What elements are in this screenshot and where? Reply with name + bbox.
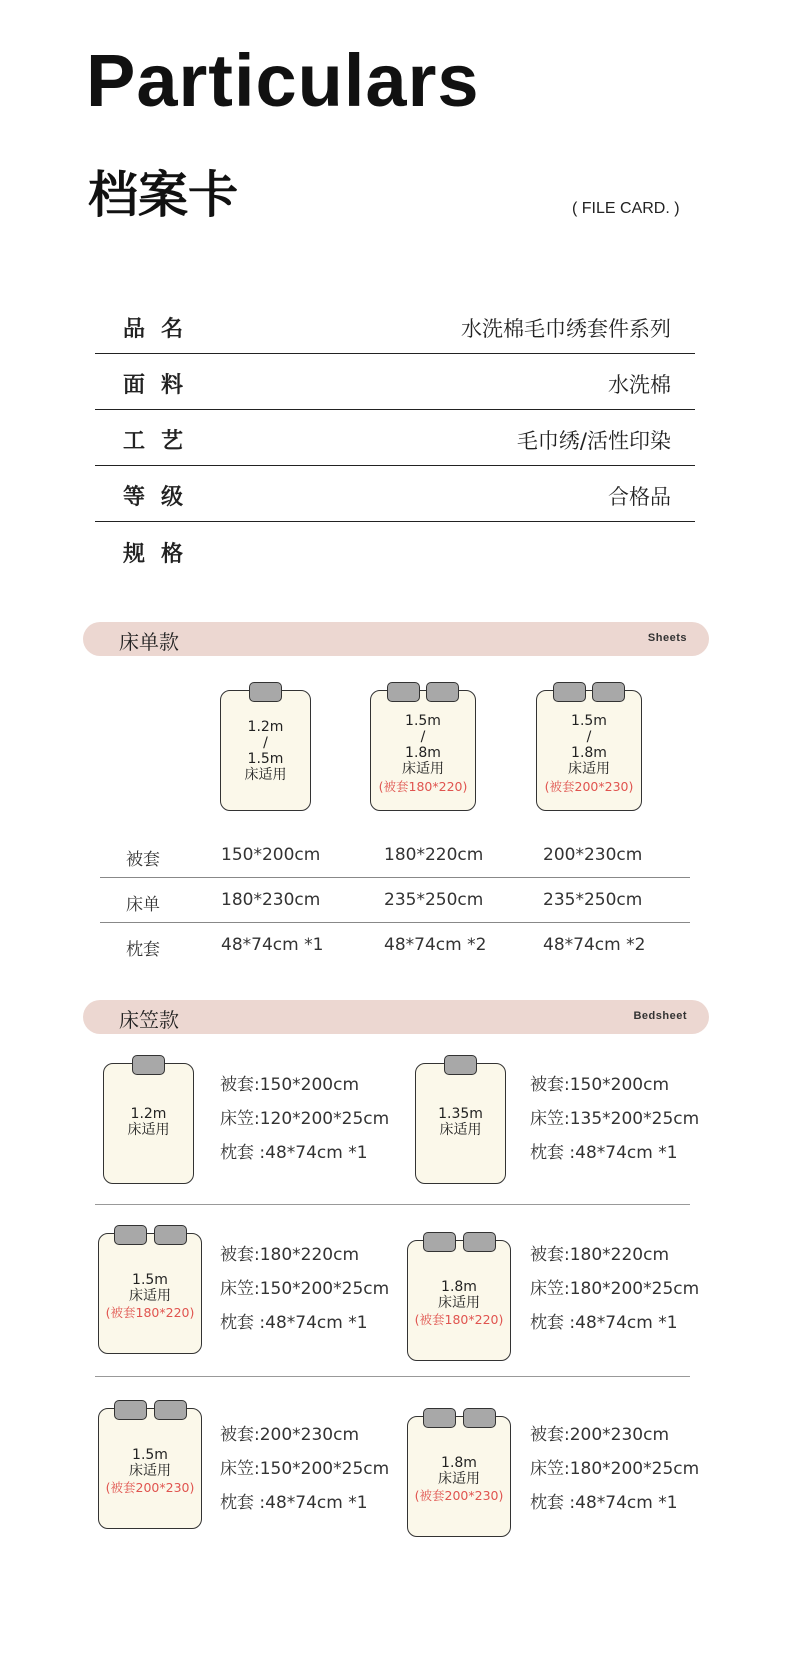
spec-row-grade <box>95 466 695 522</box>
spec-row-spec <box>95 522 695 578</box>
bed-fit-label: 床适用 <box>438 1471 480 1487</box>
bed-size-separator: / <box>263 735 268 751</box>
pillow-icon <box>553 682 586 702</box>
fitted-sheet-size: 床笠:135*200*25cm <box>530 1109 700 1129</box>
table-cell: 180*220cm <box>384 845 484 865</box>
bed-fit-label: 床适用 <box>402 761 444 777</box>
bed-size: 1.2m <box>247 719 284 735</box>
pillowcase-size: 枕套 :48*74cm *1 <box>220 1313 368 1333</box>
spec-label: 规格 <box>123 542 200 567</box>
bed-size: 1.5m <box>571 713 607 729</box>
spec-value: 水洗棉 <box>608 373 671 397</box>
bed-illustration <box>415 1063 506 1184</box>
table-cell: 48*74cm *2 <box>543 935 646 955</box>
bed-fit-label: 床适用 <box>439 1122 482 1138</box>
fitted-sheet-size: 床笠:120*200*25cm <box>220 1109 390 1129</box>
bed-fit-label: 床适用 <box>129 1463 171 1479</box>
bed-illustration <box>407 1240 511 1361</box>
fitted-sheet-size: 床笠:150*200*25cm <box>220 1459 390 1479</box>
bed-size: 1.8m <box>441 1455 477 1471</box>
bed-duvet-note: (被套200*230) <box>544 779 634 794</box>
section-title-zh: 床笠款 <box>119 1008 179 1032</box>
bed-duvet-note: (被套180*220) <box>378 779 468 794</box>
pillow-icon <box>592 682 625 702</box>
spec-label: 工艺 <box>123 429 200 454</box>
bed-size: 1.8m <box>441 1279 477 1295</box>
row-label: 被套 <box>126 850 160 870</box>
table-cell: 48*74cm *1 <box>221 935 324 955</box>
bed-illustration <box>536 690 642 811</box>
duvet-size: 被套:200*230cm <box>220 1425 360 1445</box>
bed-fit-label: 床适用 <box>129 1288 171 1304</box>
bed-size: 1.35m <box>438 1106 483 1122</box>
bed-fit-label: 床适用 <box>438 1295 480 1311</box>
bed-duvet-note: (被套200*230) <box>414 1488 504 1503</box>
section-title-en: Sheets <box>647 632 687 644</box>
section-title-en: Bedsheet <box>633 1010 687 1022</box>
pillow-icon <box>463 1232 496 1252</box>
row-label: 枕套 <box>126 940 160 960</box>
spec-value: 水洗棉毛巾绣套件系列 <box>461 317 671 341</box>
spec-label: 面料 <box>123 373 200 398</box>
pillow-icon <box>154 1225 187 1245</box>
fitted-sheet-size: 床笠:180*200*25cm <box>530 1279 700 1299</box>
bed-duvet-note: (被套200*230) <box>105 1480 195 1495</box>
table-cell: 180*230cm <box>221 890 321 910</box>
duvet-size: 被套:150*200cm <box>530 1075 670 1095</box>
pillow-icon <box>154 1400 187 1420</box>
bed-duvet-note: (被套180*220) <box>414 1312 504 1327</box>
bed-illustration <box>103 1063 194 1184</box>
fitted-sheet-size: 床笠:150*200*25cm <box>220 1279 390 1299</box>
spec-label: 等级 <box>123 485 200 510</box>
fitted-section-banner <box>83 1000 709 1034</box>
pillow-icon <box>132 1055 165 1075</box>
spec-row-craft <box>95 410 695 466</box>
bed-size-separator: / <box>420 729 426 745</box>
pillowcase-size: 枕套 :48*74cm *1 <box>220 1143 368 1163</box>
pillowcase-size: 枕套 :48*74cm *1 <box>530 1143 678 1163</box>
bed-fit-label: 床适用 <box>244 767 287 783</box>
pillow-icon <box>114 1225 147 1245</box>
pillow-icon <box>249 682 282 702</box>
page-subtitle: ( FILE CARD. ) <box>572 200 680 217</box>
spec-row-name <box>95 298 695 354</box>
bed-size: 1.8m <box>405 745 441 761</box>
bed-fit-label: 床适用 <box>127 1122 170 1138</box>
pillow-icon <box>423 1232 456 1252</box>
table-row <box>100 923 690 968</box>
table-cell: 200*230cm <box>543 845 643 865</box>
page-title-chinese: 档案卡 <box>88 166 238 224</box>
duvet-size: 被套:200*230cm <box>530 1425 670 1445</box>
table-cell: 150*200cm <box>221 845 321 865</box>
table-row <box>100 878 690 923</box>
bed-fit-label: 床适用 <box>568 761 610 777</box>
bed-size-separator: / <box>586 729 592 745</box>
section-title-zh: 床单款 <box>119 630 179 654</box>
bed-size: 1.5m <box>247 751 284 767</box>
pillow-icon <box>444 1055 477 1075</box>
duvet-size: 被套:180*220cm <box>220 1245 360 1265</box>
bed-size: 1.2m <box>130 1106 167 1122</box>
spec-value: 合格品 <box>608 485 671 509</box>
bed-size: 1.5m <box>132 1447 168 1463</box>
sheets-section-banner <box>83 622 709 656</box>
bed-size: 1.5m <box>132 1272 168 1288</box>
pillow-icon <box>387 682 420 702</box>
pillowcase-size: 枕套 :48*74cm *1 <box>530 1493 678 1513</box>
bed-duvet-note: (被套180*220) <box>105 1305 195 1320</box>
bed-illustration <box>98 1408 202 1529</box>
pillowcase-size: 枕套 :48*74cm *1 <box>220 1493 368 1513</box>
bed-illustration <box>220 690 311 811</box>
row-divider <box>95 1376 690 1377</box>
bed-illustration <box>370 690 476 811</box>
pillowcase-size: 枕套 :48*74cm *1 <box>530 1313 678 1333</box>
pillow-icon <box>426 682 459 702</box>
row-label: 床单 <box>126 895 160 915</box>
duvet-size: 被套:180*220cm <box>530 1245 670 1265</box>
spec-row-fabric <box>95 354 695 410</box>
pillow-icon <box>423 1408 456 1428</box>
page-title-english: Particulars <box>86 39 480 122</box>
fitted-sheet-size: 床笠:180*200*25cm <box>530 1459 700 1479</box>
spec-label: 品名 <box>123 317 200 342</box>
bed-size: 1.5m <box>405 713 441 729</box>
bed-illustration <box>407 1416 511 1537</box>
pillow-icon <box>114 1400 147 1420</box>
table-row <box>100 833 690 878</box>
row-divider <box>95 1204 690 1205</box>
pillow-icon <box>463 1408 496 1428</box>
bed-size: 1.8m <box>571 745 607 761</box>
table-cell: 235*250cm <box>384 890 484 910</box>
spec-value: 毛巾绣/活性印染 <box>516 429 671 453</box>
bed-illustration <box>98 1233 202 1354</box>
duvet-size: 被套:150*200cm <box>220 1075 360 1095</box>
table-cell: 48*74cm *2 <box>384 935 487 955</box>
table-cell: 235*250cm <box>543 890 643 910</box>
